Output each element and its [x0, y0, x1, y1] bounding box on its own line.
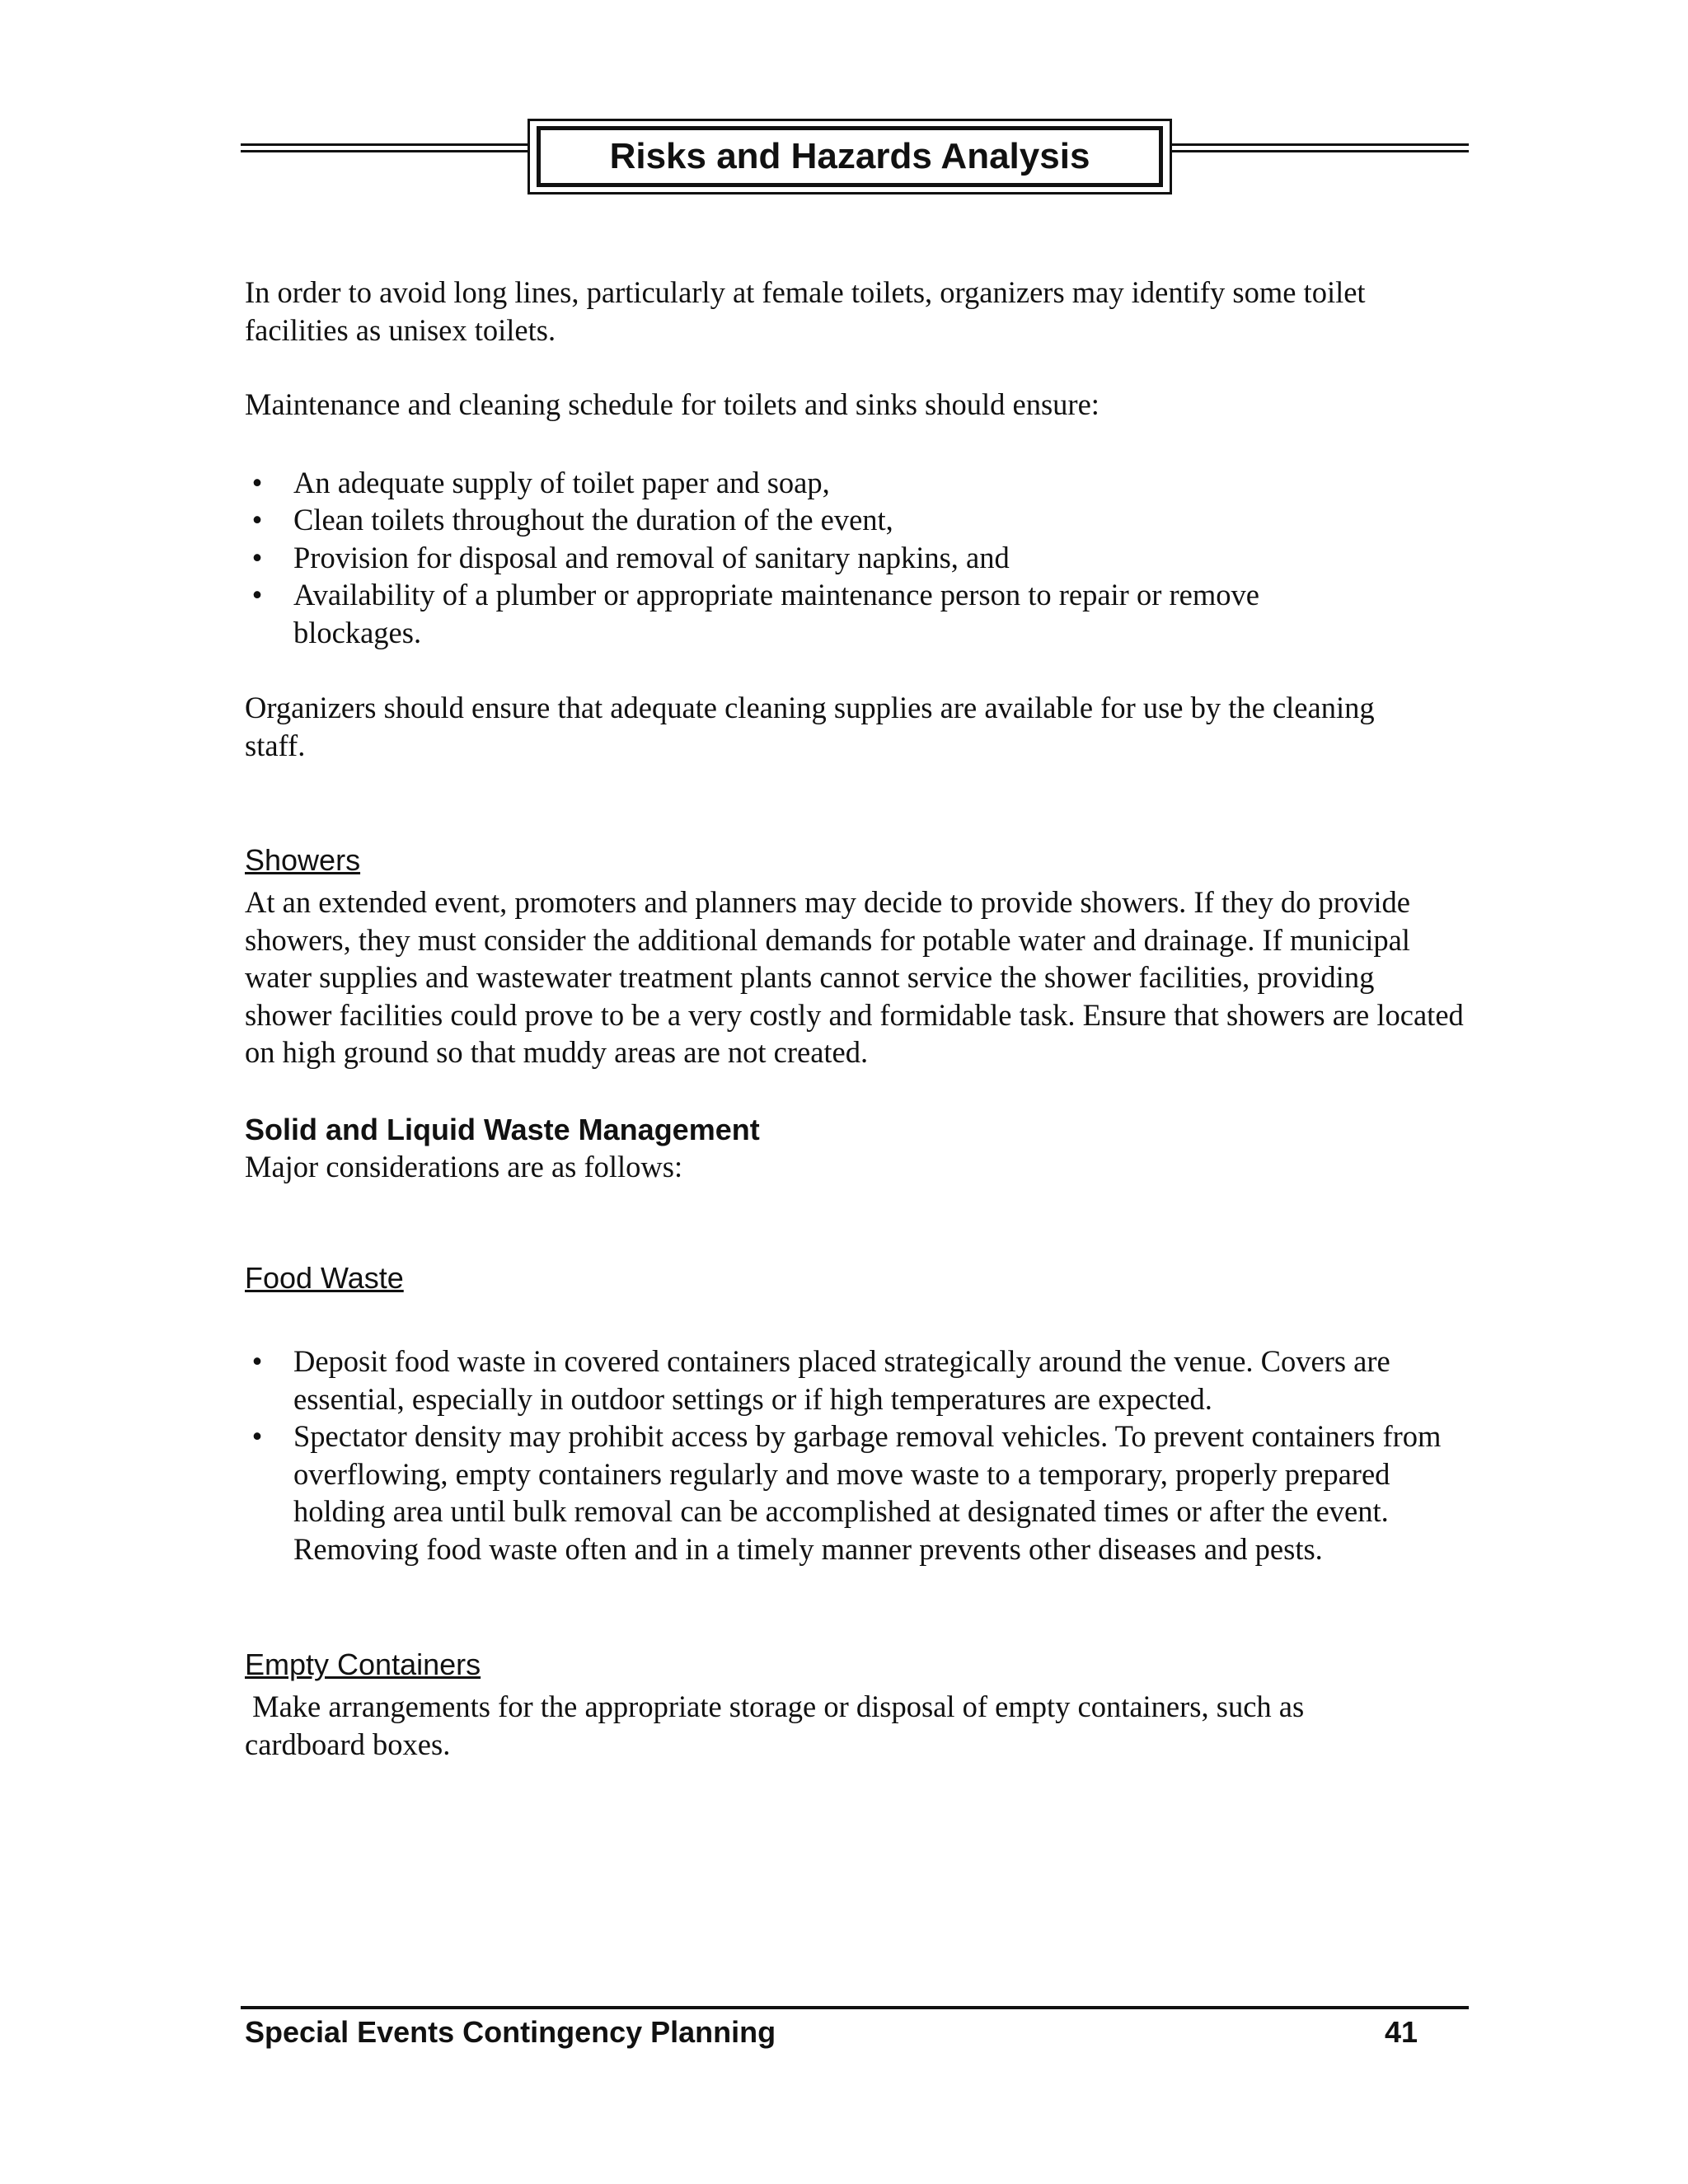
page-content: [245, 274, 1465, 1763]
footer-rule: [241, 2006, 1469, 2009]
showers-paragraph: At an extended event, promoters and planners may decide to provide showers. If they do provide showers, they must consider the additional demands for potable water and drainage. If municipal water supplies and wastewater treatment plants cannot service the shower facilities, providing shower facilities could prove to be a very costly and formidable task. Ensure that showers are located on high ground so that muddy areas are not created.: [245, 885, 1464, 1069]
intro-paragraph-1: In order to avoid long lines, particularly at female toilets, organizers may identify some toilet facilities as unisex toilets.: [245, 275, 1366, 347]
list-item: • Availability of a plumber or appropriate maintenance person to repair or remove blockages.: [245, 576, 1465, 651]
section-title-box: [528, 119, 1172, 194]
maintenance-list: [245, 464, 1465, 652]
waste-paragraph: Major considerations are as follows:: [245, 1149, 683, 1183]
list-item: • An adequate supply of toilet paper and soap,: [245, 464, 1465, 502]
header-rule-left-bottom: [241, 150, 529, 152]
showers-heading: Showers: [245, 843, 361, 877]
bullet-icon: •: [251, 1419, 263, 1453]
header-rule-right-top: [1172, 143, 1469, 146]
section-title: Risks and Hazards Analysis: [537, 126, 1163, 187]
footer-title: Special Events Contingency Planning: [245, 2015, 776, 2049]
empty-containers-heading: Empty Containers: [245, 1647, 481, 1681]
waste-heading: Solid and Liquid Waste Management: [245, 1112, 760, 1146]
bullet-icon: •: [251, 578, 263, 612]
bullet-icon: •: [251, 1344, 263, 1378]
header-rule-left-top: [241, 143, 529, 146]
list-item: • Deposit food waste in covered containers placed strategically around the venue. Covers are essential, especially in outdoor settings or if high temperatures are expected.: [245, 1343, 1465, 1418]
bullet-icon: •: [251, 503, 263, 537]
food-waste-list: [245, 1343, 1465, 1568]
bullet-icon: •: [251, 465, 263, 499]
bullet-icon: •: [251, 540, 263, 574]
header-rule-right-bottom: [1172, 150, 1469, 152]
page-number: 41: [1384, 2015, 1418, 2049]
list-item: • Spectator density may prohibit access by garbage removal vehicles. To prevent containers from overflowing, empty containers regularly and move waste to a temporary, properly prepared holding area until bulk removal can be accomplished at designated times or after the event. Removing food waste often and in a timely manner prevents other diseases and pests.: [245, 1418, 1465, 1568]
food-waste-heading: Food Waste: [245, 1261, 404, 1295]
empty-containers-paragraph: Make arrangements for the appropriate storage or disposal of empty containers, such as cardboard boxes.: [245, 1690, 1312, 1761]
list-item: • Clean toilets throughout the duration of the event,: [245, 501, 1465, 539]
intro-paragraph-2: Maintenance and cleaning schedule for toilets and sinks should ensure:: [245, 387, 1100, 421]
list-item: • Provision for disposal and removal of sanitary napkins, and: [245, 539, 1465, 577]
intro-paragraph-3: Organizers should ensure that adequate cleaning supplies are available for use by the cleaning staff.: [245, 691, 1375, 762]
